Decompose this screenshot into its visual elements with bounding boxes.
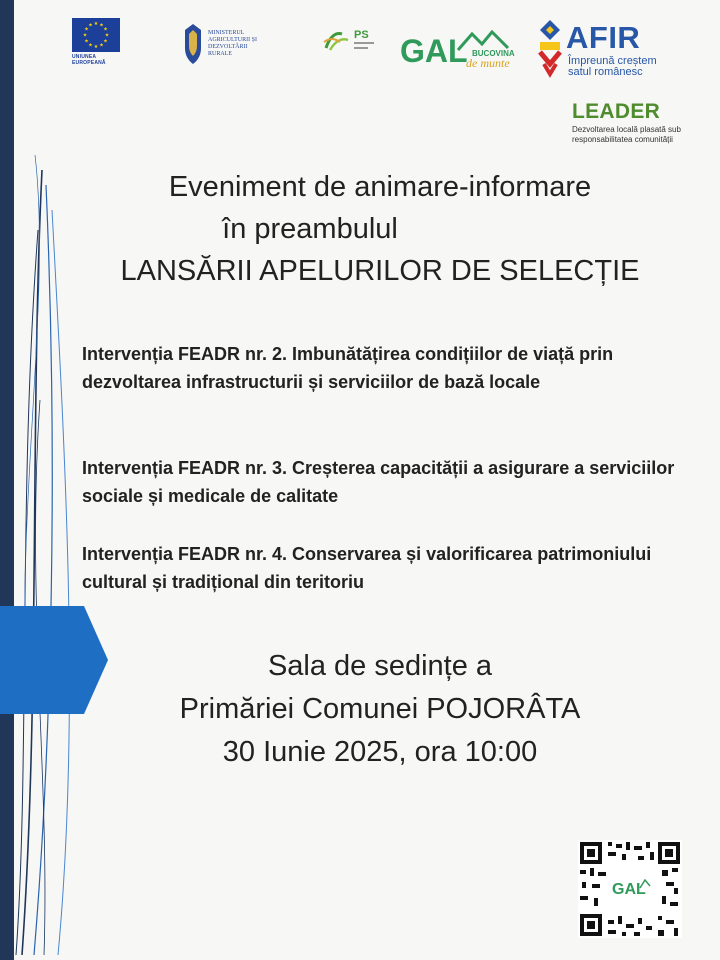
intervention-2: Intervenția FEADR nr. 2. Imbunătățirea condițiilor de viață prin dezvoltarea infrastructurii și serviciilor de bază locale [82, 344, 614, 392]
gal-sub1: BUCOVINA [472, 49, 515, 58]
title-line-1: Eveniment de animare-informare [168, 171, 592, 203]
ministry-text: MINISTERUL AGRICULTURII ȘI DEZVOLTĂRII RURALE [208, 30, 257, 57]
svg-text:★: ★ [99, 22, 104, 29]
gal-sub2: de munte [466, 56, 510, 70]
svg-text:★: ★ [82, 32, 88, 39]
afir-tagline-line1: Împreună creștem [568, 55, 657, 67]
leader-tagline-line1: Dezvoltarea locală plasată sub [572, 125, 681, 134]
svg-text:★: ★ [93, 21, 99, 27]
afir-tagline-line2: satul românesc [568, 66, 643, 78]
afir-name: AFIR [566, 20, 641, 55]
ministry-logo [182, 20, 272, 68]
venue-line-1: Sala de sedințe a [267, 650, 493, 682]
eu-logo [72, 18, 122, 78]
gal-bucovina-logo [400, 26, 528, 70]
afir-logo [538, 18, 658, 82]
svg-text:★: ★ [103, 38, 108, 45]
afir-emblem-icon [538, 18, 562, 80]
venue-line-2: Primăriei Comunei POJORÂTA [179, 693, 581, 725]
svg-text:★: ★ [84, 26, 89, 33]
svg-text:★: ★ [88, 22, 93, 29]
venue-date-time: 30 Iunie 2025, ora 10:00 [222, 736, 538, 768]
qr-gal-label: GAL [612, 881, 646, 898]
intervention-4: Intervenția FEADR nr. 4. Conservarea și valorificarea patrimoniului cultural și tradițional din teritoriu [82, 544, 652, 592]
eu-caption: UNIUNEA EUROPEANĂ [72, 54, 106, 66]
leader-name: LEADER [572, 100, 661, 123]
leader-tagline [572, 125, 692, 145]
ministry-crest-icon [182, 22, 204, 66]
qr-code-icon[interactable] [578, 840, 682, 938]
ps-logo [322, 26, 376, 54]
svg-text:★: ★ [99, 42, 104, 49]
intervention-3: Intervenția FEADR nr. 3. Creșterea capacității a asigurare a serviciilor sociale și medicale de calitate [82, 458, 675, 506]
svg-text:★: ★ [104, 32, 110, 39]
svg-text:★: ★ [93, 44, 99, 50]
eu-flag-icon [72, 18, 120, 52]
leader-tagline-line2: responsabilitatea comunității [572, 135, 673, 144]
title-line-3: LANSĂRII APELURILOR DE SELECȚIE [120, 255, 640, 287]
title-line-2: în preambulul [222, 213, 398, 245]
leader-logo [572, 100, 692, 150]
svg-text:★: ★ [84, 38, 89, 45]
gal-name: GAL [400, 33, 468, 69]
svg-text:★: ★ [88, 42, 93, 49]
afir-tagline [568, 56, 657, 78]
ps-label: PS [354, 29, 369, 41]
svg-text:★: ★ [103, 26, 108, 33]
